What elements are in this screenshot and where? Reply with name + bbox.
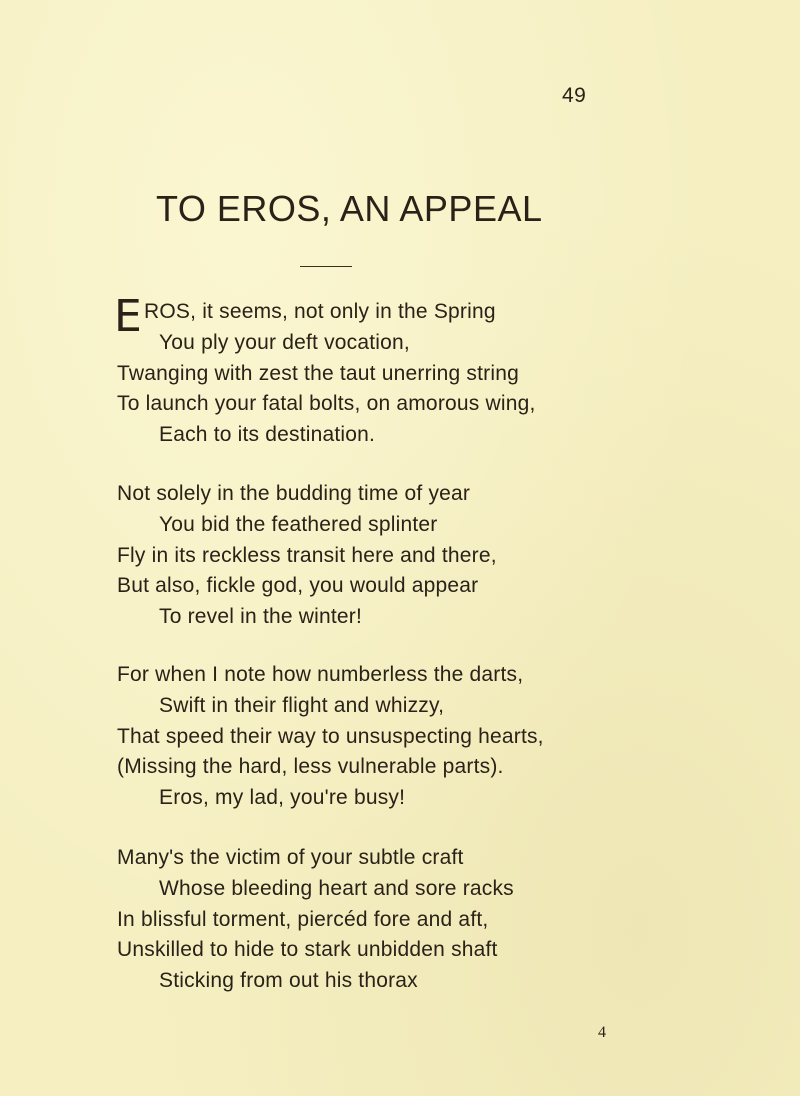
stanza-line: Unskilled to hide to stark unbidden shaft xyxy=(117,938,498,962)
stanza-line: EROS, it seems, not only in the Spring xyxy=(114,291,496,342)
page-number: 49 xyxy=(562,84,587,107)
stanza-line: You ply your deft vocation, xyxy=(159,330,410,354)
stanza-line: For when I note how numberless the darts, xyxy=(117,663,524,686)
stanza-line: Twanging with zest the taut unerring string xyxy=(117,361,519,385)
stanza-line: Many's the victim of your subtle craft xyxy=(117,846,464,869)
stanza-4 xyxy=(117,843,514,997)
stanza-line: Not solely in the budding time of year xyxy=(117,482,471,505)
stanza-line: But also, fickle god, you would appear xyxy=(117,574,479,598)
stanza-1 xyxy=(114,291,536,451)
stanza-line: (Missing the hard, less vulnerable parts). xyxy=(117,755,504,779)
signature-mark: 4 xyxy=(598,1024,606,1041)
title-divider xyxy=(300,266,352,267)
stanza-line: To launch your fatal bolts, on amorous wing, xyxy=(117,392,536,416)
stanza-line: Fly in its reckless transit here and there, xyxy=(117,543,497,567)
stanza-line: Eros, my lad, you're busy! xyxy=(159,786,406,810)
stanza-line: You bid the feathered splinter xyxy=(159,512,438,536)
stanza-3 xyxy=(117,660,544,814)
stanza-line: To revel in the winter! xyxy=(159,605,363,629)
poem-title: TO EROS, AN APPEAL xyxy=(156,188,543,229)
stanza-line: Sticking from out his thorax xyxy=(159,969,418,993)
stanza-line: That speed their way to unsuspecting hearts, xyxy=(117,724,544,748)
stanza-line: Each to its destination. xyxy=(159,423,376,447)
drop-cap: E xyxy=(114,291,143,342)
stanza-line: Swift in their flight and whizzy, xyxy=(159,693,445,717)
stanza-line: Whose bleeding heart and sore racks xyxy=(159,876,514,900)
stanza-2 xyxy=(117,479,497,633)
stanza-line: In blissful torment, piercéd fore and aft, xyxy=(117,907,489,931)
